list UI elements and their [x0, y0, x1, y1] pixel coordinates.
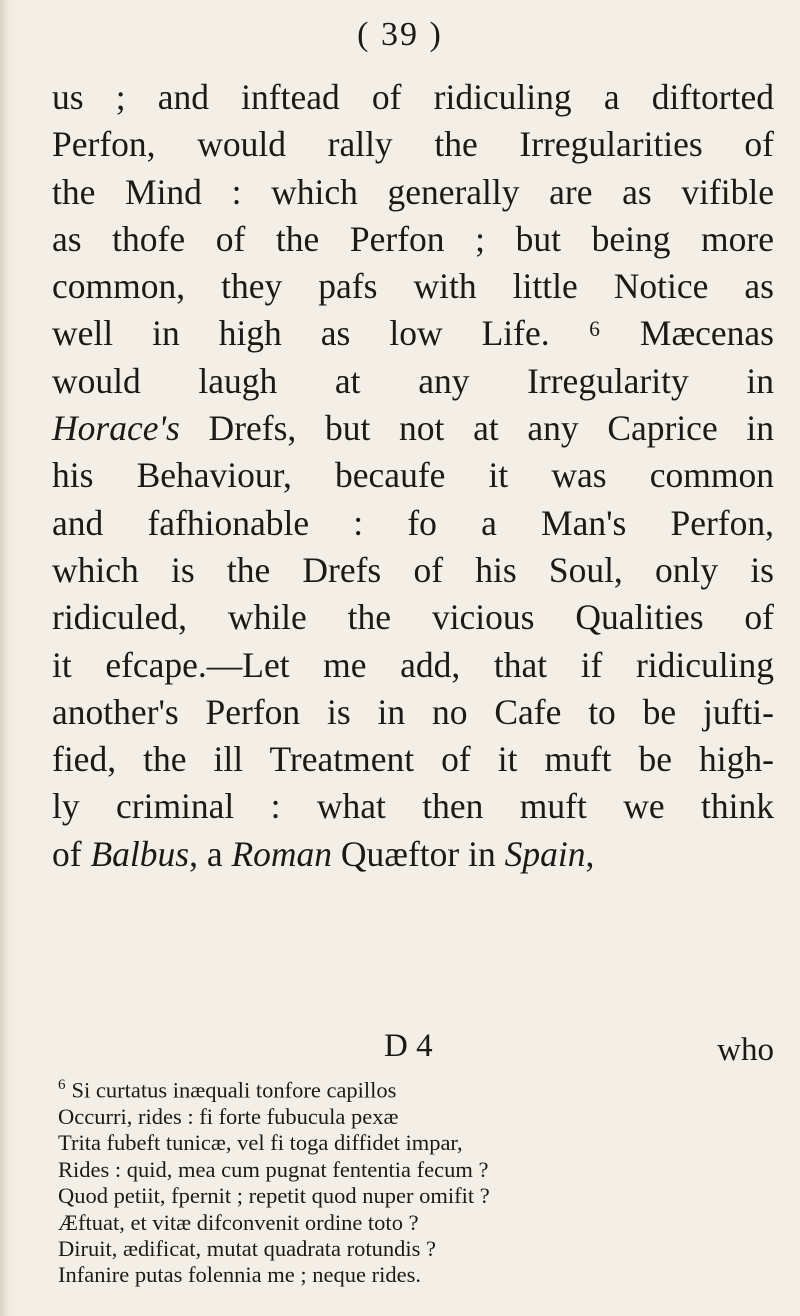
page-footer-row — [52, 1028, 774, 1072]
text-line-3: the Mind : which generally are as vifible — [52, 171, 774, 212]
text-line-2: Perfon, would rally the Irregularities of — [52, 124, 774, 165]
text-line-9: his Behaviour, becaufe it was common — [52, 455, 774, 496]
catchword: who — [717, 1032, 774, 1068]
text-line-17: of Balbus, a Roman Quæftor in Spain, — [52, 833, 595, 874]
footnote-line-1 — [58, 1072, 758, 1104]
page-gutter-shadow — [0, 0, 14, 1316]
text-line-6: well in high as low Life. ⁶ Mæcenas — [52, 313, 774, 354]
footnote-line-7: Diruit, ædificat, mutat quadrata rotundis ? — [58, 1235, 437, 1261]
text-line-11: which is the Drefs of his Soul, only is — [52, 549, 774, 590]
text-line-1: us ; and inftead of ridiculing a diftorted — [52, 77, 774, 117]
page-number: ( 39 ) — [357, 16, 443, 53]
footnote-line-4: Rides : quid, mea cum pugnat fententia fecum ? — [58, 1156, 489, 1182]
footnote-line-3: Trita fubeft tunicæ, vel fi toga diffidet impar, — [58, 1130, 463, 1156]
footnote-line-5: Quod petiit, fpernit ; repetit quod nuper omifit ? — [58, 1183, 490, 1209]
footnote-mark: 6 — [58, 1077, 66, 1093]
text-line-15: fied, the ill Treatment of it muft be high- — [52, 739, 774, 780]
text-line-4: as thofe of the Perfon ; but being more — [52, 218, 774, 259]
text-line-10: and fafhionable : fo a Man's Perfon, — [52, 502, 774, 543]
main-text — [52, 74, 774, 878]
signature-mark: D 4 — [384, 1028, 433, 1064]
text-line-13: it efcape.—Let me add, that if ridiculing — [52, 644, 774, 685]
footnote-line-2: Occurri, rides : fi forte fubucula pexæ — [58, 1103, 399, 1129]
text-line-7: would laugh at any Irregularity in — [52, 360, 774, 401]
footnote-line-1-text: Si curtatus inæquali tonfore capillos — [71, 1077, 397, 1103]
text-line-16: ly criminal : what then muft we think — [52, 786, 774, 827]
footnote-line-8: Infanire putas folennia me ; neque rides. — [58, 1262, 421, 1288]
footnote-line-6: Æftuat, et vitæ difconvenit ordine toto ? — [58, 1209, 419, 1235]
text-line-5: common, they pafs with little Notice as — [52, 266, 774, 307]
text-line-14: another's Perfon is in no Cafe to be jufti- — [52, 691, 774, 732]
text-line-8: Horace's Drefs, but not at any Caprice in — [52, 408, 774, 449]
text-line-12: ridiculed, while the vicious Qualities of — [52, 597, 774, 638]
footnote — [58, 1072, 758, 1289]
